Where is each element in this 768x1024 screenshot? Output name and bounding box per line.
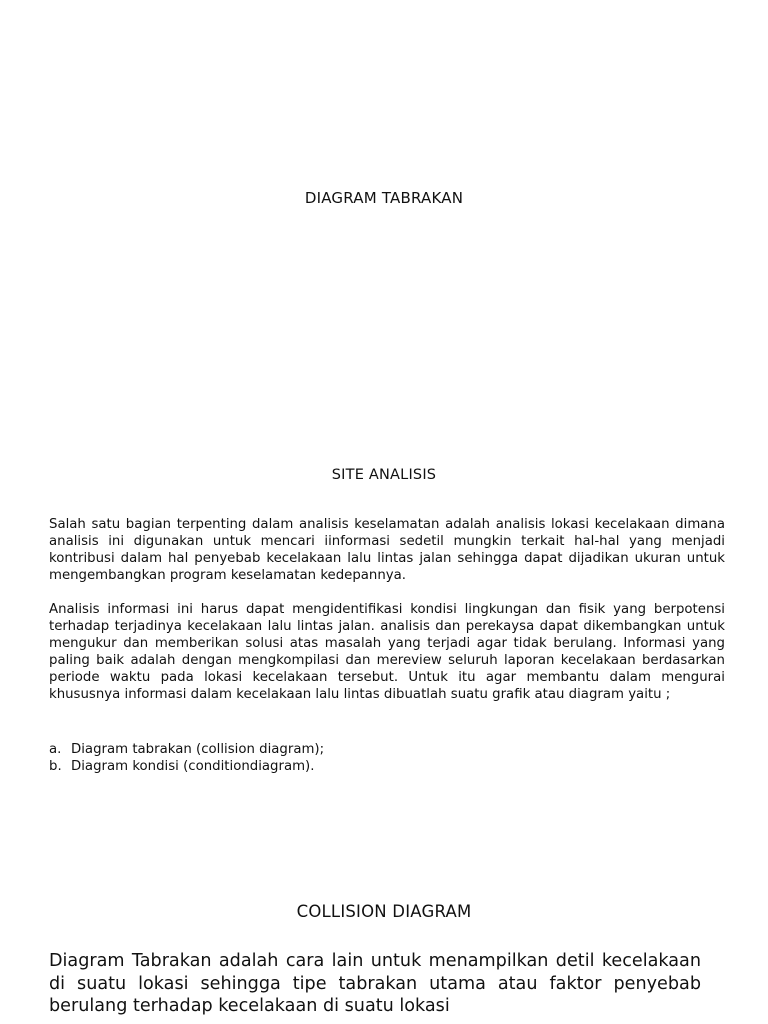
site-analysis-paragraph-2: Analisis informasi ini harus dapat mengidentifikasi kondisi lingkungan dan fisik yang berpotensi terhadap terjadinya kecelakaan lalu lintas jalan. analisis dan perekaysa dapat dikembangkan untuk mengukur dan memberikan solusi atas masalah yang terjadi agar tidak berulang. Informasi yang paling baik adalah dengan mengkompilasi dan mereview seluruh laporan kecelakaan berdasarkan periode waktu pada lokasi kecelakaan tersebut. Untuk itu agar membantu dalam mengurai khususnya informasi dalam kecelakaan lalu lintas dibuatlah suatu grafik atau diagram yaitu ;	[49, 602, 725, 702]
collision-diagram-paragraph: Diagram Tabrakan adalah cara lain untuk menampilkan detil kecelakaan di suatu lokasi sehingga tipe tabrakan utama atau faktor penyebab berulang terhadap kecelakaan di suatu lokasi	[49, 951, 701, 1016]
collision-diagram-heading: COLLISION DIAGRAM	[296, 902, 472, 921]
list-item-text: Diagram kondisi (conditiondiagram).	[71, 759, 315, 774]
document-title: DIAGRAM TABRAKAN	[304, 189, 464, 207]
diagram-type-list	[49, 741, 725, 775]
list-item	[49, 741, 725, 758]
list-item	[49, 758, 725, 775]
site-analysis-heading: SITE ANALISIS	[331, 467, 437, 483]
list-marker: a.	[49, 742, 62, 757]
list-item-text: Diagram tabrakan (collision diagram);	[71, 742, 325, 757]
site-analysis-paragraph-1: Salah satu bagian terpenting dalam analisis keselamatan adalah analisis lokasi kecelakaan dimana analisis ini digunakan untuk mencari iinformasi sedetil mungkin terkait hal-hal yang menjadi kontribusi dalam hal penyebab kecelakaan lalu lintas jalan sehingga dapat dijadikan ukuran untuk mengembangkan program keselamatan kedepannya.	[49, 517, 725, 583]
list-marker: b.	[49, 759, 62, 774]
